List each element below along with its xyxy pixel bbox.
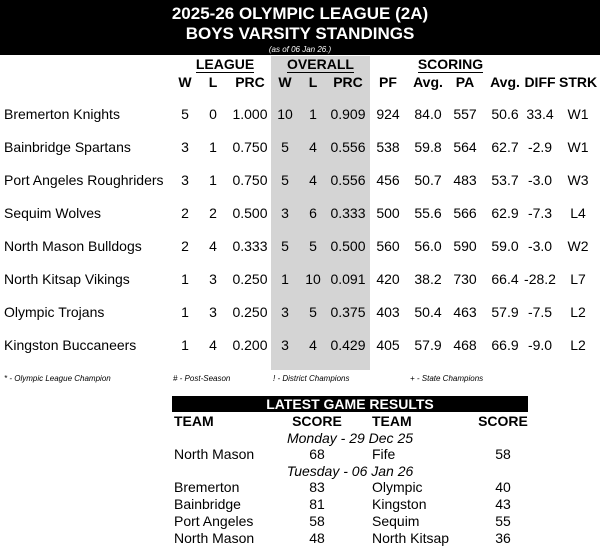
cell-paavg: 62.7 [491, 139, 519, 155]
column-header: Avg. [413, 74, 443, 90]
cell-oprc: 0.429 [330, 337, 366, 353]
team-name: North Mason Bulldogs [4, 238, 142, 254]
cell-lprc: 1.000 [232, 106, 268, 122]
results-header-score-2: SCORE [478, 413, 528, 429]
cell-ol: 10 [305, 271, 321, 287]
cell-ow: 5 [281, 238, 289, 254]
cell-ll: 4 [209, 238, 217, 254]
cell-ow: 5 [281, 172, 289, 188]
cell-lprc: 0.333 [232, 238, 268, 254]
cell-lw: 1 [181, 271, 189, 287]
cell-strk: W1 [567, 106, 589, 122]
column-header: PF [379, 74, 397, 90]
cell-lw: 3 [181, 139, 189, 155]
cell-diff: -3.0 [527, 238, 553, 254]
away-score: 55 [495, 513, 511, 529]
team-name: Port Angeles Roughriders [4, 172, 164, 188]
cell-ll: 3 [209, 304, 217, 320]
results-header-team-2: TEAM [372, 413, 412, 429]
cell-ol: 4 [309, 172, 317, 188]
column-header: STRK [559, 74, 598, 90]
cell-lw: 1 [181, 304, 189, 320]
results-header-team-1: TEAM [174, 413, 214, 429]
cell-ll: 3 [209, 271, 217, 287]
overall-group-header: OVERALL [287, 56, 354, 72]
cell-lw: 3 [181, 172, 189, 188]
cell-oprc: 0.091 [330, 271, 366, 287]
cell-paavg: 66.4 [491, 271, 519, 287]
away-team: Kingston [372, 496, 427, 512]
result-row [0, 513, 600, 530]
cell-pf: 403 [376, 304, 400, 320]
column-header: W [278, 74, 292, 90]
table-row [0, 302, 600, 322]
cell-ow: 3 [281, 304, 289, 320]
home-team: Bremerton [174, 479, 240, 495]
cell-ll: 1 [209, 172, 217, 188]
cell-ow: 3 [281, 205, 289, 221]
cell-pfavg: 57.9 [414, 337, 442, 353]
cell-lw: 2 [181, 238, 189, 254]
cell-oprc: 0.556 [330, 139, 366, 155]
cell-lprc: 0.250 [232, 271, 268, 287]
cell-ll: 1 [209, 139, 217, 155]
cell-ow: 3 [281, 337, 289, 353]
cell-oprc: 0.500 [330, 238, 366, 254]
cell-pa: 564 [453, 139, 477, 155]
cell-pf: 405 [376, 337, 400, 353]
cell-pfavg: 50.7 [414, 172, 442, 188]
cell-pf: 538 [376, 139, 400, 155]
cell-ol: 4 [309, 139, 317, 155]
cell-pf: 420 [376, 271, 400, 287]
cell-lprc: 0.500 [232, 205, 268, 221]
cell-paavg: 62.9 [491, 205, 519, 221]
team-name: Bremerton Knights [4, 106, 120, 122]
home-team: North Mason [174, 530, 255, 546]
cell-pa: 483 [453, 172, 477, 188]
cell-lprc: 0.750 [232, 139, 268, 155]
team-name: North Kitsap Vikings [4, 271, 130, 287]
home-score: 83 [309, 479, 325, 495]
table-row [0, 137, 600, 157]
cell-pfavg: 84.0 [414, 106, 442, 122]
cell-diff: -9.0 [527, 337, 553, 353]
cell-lprc: 0.250 [232, 304, 268, 320]
cell-pfavg: 55.6 [414, 205, 442, 221]
cell-ll: 4 [209, 337, 217, 353]
cell-diff: -3.0 [527, 172, 553, 188]
cell-strk: W2 [567, 238, 589, 254]
cell-pfavg: 59.8 [414, 139, 442, 155]
cell-diff: -7.3 [527, 205, 553, 221]
scoring-group-header: SCORING [417, 56, 484, 72]
legend-state: + - State Champions [410, 374, 484, 383]
cell-paavg: 57.9 [491, 304, 519, 320]
cell-paavg: 59.0 [491, 238, 519, 254]
table-row [0, 335, 600, 355]
result-row [0, 530, 600, 547]
team-name: Bainbridge Spartans [4, 139, 131, 155]
team-name: Kingston Buccaneers [4, 337, 137, 353]
legend-champion: * - Olympic League Champion [4, 374, 111, 383]
cell-ll: 2 [209, 205, 217, 221]
column-header: DIFF [524, 74, 556, 90]
result-row [0, 496, 600, 513]
cell-diff: -28.2 [524, 271, 556, 287]
table-row [0, 203, 600, 223]
column-header: PRC [333, 74, 363, 90]
cell-pf: 924 [376, 106, 400, 122]
cell-strk: L4 [570, 205, 586, 221]
cell-ow: 5 [281, 139, 289, 155]
legend-postseason: # - Post-Season [173, 374, 231, 383]
table-row [0, 236, 600, 256]
cell-lw: 5 [181, 106, 189, 122]
cell-paavg: 53.7 [491, 172, 519, 188]
away-team: Fife [372, 446, 396, 462]
result-row [0, 446, 600, 463]
cell-paavg: 66.9 [491, 337, 519, 353]
cell-ol: 6 [309, 205, 317, 221]
home-score: 58 [309, 513, 325, 529]
cell-lprc: 0.200 [232, 337, 268, 353]
cell-strk: W1 [567, 139, 589, 155]
cell-diff: 33.4 [526, 106, 554, 122]
table-row [0, 269, 600, 289]
home-team: Bainbridge [174, 496, 241, 512]
as-of-date: (as of 06 Jan 26.) [268, 45, 332, 54]
cell-pfavg: 56.0 [414, 238, 442, 254]
cell-pa: 557 [453, 106, 477, 122]
cell-strk: L2 [570, 337, 586, 353]
column-header: PRC [235, 74, 265, 90]
legend-district: ! - District Champions [273, 374, 350, 383]
results-date-2: Tuesday - 06 Jan 26 [286, 463, 414, 479]
cell-ol: 5 [309, 304, 317, 320]
cell-pfavg: 38.2 [414, 271, 442, 287]
home-team: Port Angeles [174, 513, 254, 529]
away-score: 36 [495, 530, 511, 546]
result-row [0, 479, 600, 496]
cell-pf: 560 [376, 238, 400, 254]
league-title: 2025-26 OLYMPIC LEAGUE (2A) [171, 4, 429, 23]
away-score: 43 [495, 496, 511, 512]
team-name: Olympic Trojans [4, 304, 105, 320]
column-header: PA [455, 74, 475, 90]
cell-diff: -2.9 [527, 139, 553, 155]
standings-title: BOYS VARSITY STANDINGS [185, 24, 415, 43]
table-row [0, 170, 600, 190]
cell-oprc: 0.375 [330, 304, 366, 320]
cell-ol: 5 [309, 238, 317, 254]
cell-pa: 463 [453, 304, 477, 320]
cell-pa: 468 [453, 337, 477, 353]
away-team: North Kitsap [372, 530, 450, 546]
cell-diff: -7.5 [527, 304, 553, 320]
home-score: 68 [309, 446, 325, 462]
results-title: LATEST GAME RESULTS [172, 396, 528, 412]
cell-pa: 590 [453, 238, 477, 254]
home-team: North Mason [174, 446, 255, 462]
column-header: L [208, 74, 218, 90]
cell-ol: 1 [309, 106, 317, 122]
column-header: Avg. [490, 74, 520, 90]
column-header: L [308, 74, 318, 90]
cell-strk: L2 [570, 304, 586, 320]
cell-lprc: 0.750 [232, 172, 268, 188]
cell-ol: 4 [309, 337, 317, 353]
cell-pa: 566 [453, 205, 477, 221]
league-group-header: LEAGUE [195, 56, 255, 72]
home-score: 48 [309, 530, 325, 546]
cell-oprc: 0.333 [330, 205, 366, 221]
cell-ow: 10 [277, 106, 293, 122]
away-score: 58 [495, 446, 511, 462]
cell-ll: 0 [209, 106, 217, 122]
cell-paavg: 50.6 [491, 106, 519, 122]
table-row [0, 104, 600, 124]
cell-oprc: 0.556 [330, 172, 366, 188]
cell-lw: 1 [181, 337, 189, 353]
cell-pa: 730 [453, 271, 477, 287]
cell-lw: 2 [181, 205, 189, 221]
title-banner [0, 0, 600, 55]
cell-pfavg: 50.4 [414, 304, 442, 320]
column-header: W [178, 74, 192, 90]
cell-ow: 1 [281, 271, 289, 287]
team-name: Sequim Wolves [4, 205, 102, 221]
cell-strk: W3 [567, 172, 589, 188]
home-score: 81 [309, 496, 325, 512]
away-team: Olympic [372, 479, 423, 495]
cell-oprc: 0.909 [330, 106, 366, 122]
away-team: Sequim [372, 513, 420, 529]
results-header-score-1: SCORE [292, 413, 342, 429]
away-score: 40 [495, 479, 511, 495]
cell-pf: 456 [376, 172, 400, 188]
cell-strk: L7 [570, 271, 586, 287]
cell-pf: 500 [376, 205, 400, 221]
results-date-1: Monday - 29 Dec 25 [286, 430, 414, 446]
